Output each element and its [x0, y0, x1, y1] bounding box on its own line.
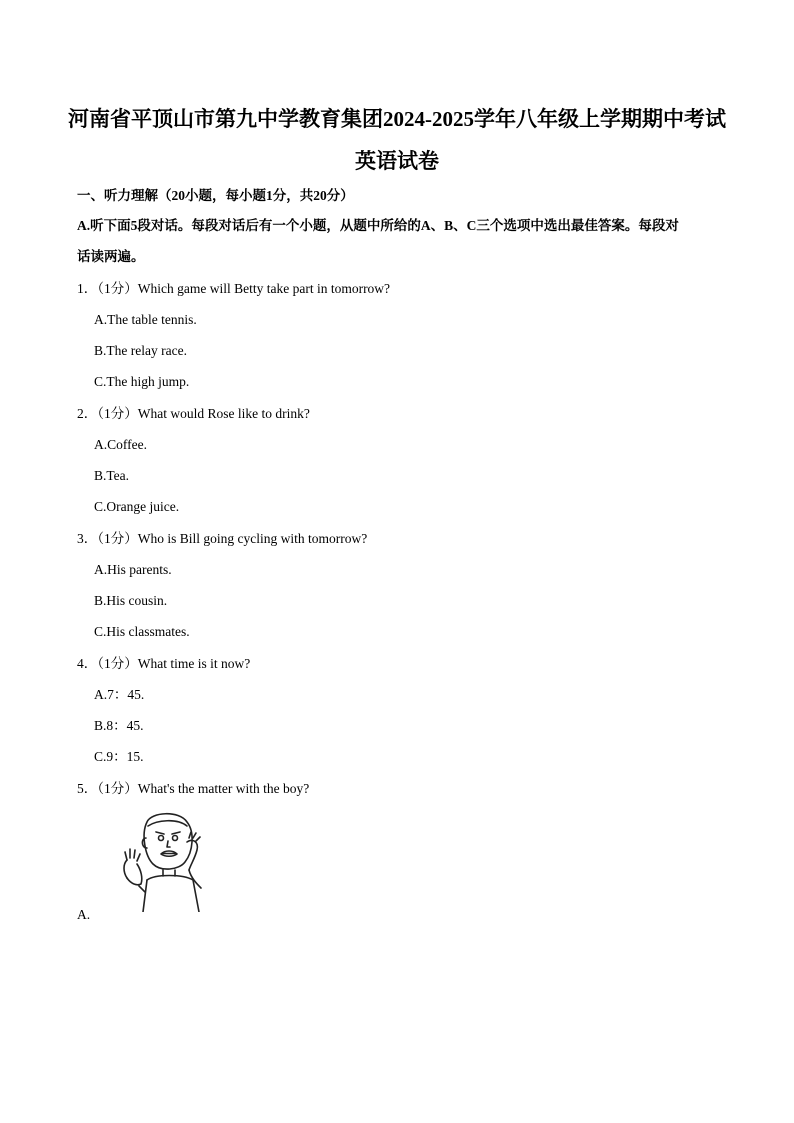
question-3-stem: 3．（1分）Who is Bill going cycling with tomorrow?	[77, 531, 368, 546]
question-4-option-c: C.9：15.	[94, 749, 144, 764]
question-2-stem: 2．（1分）What would Rose like to drink?	[77, 406, 310, 421]
question-1-option-b: B.The relay race.	[94, 343, 187, 358]
question-5-option-a: A.	[77, 907, 91, 922]
question-2-option-c: C.Orange juice.	[94, 499, 180, 514]
boy-toothache-illustration	[117, 808, 211, 912]
question-1-option-c: C.The high jump.	[94, 374, 190, 389]
question-4-stem: 4．（1分）What time is it now?	[77, 656, 251, 671]
question-3-option-a: A.His parents.	[94, 562, 172, 577]
exam-title-line-1: 河南省平顶山市第九中学教育集团2024-2025学年八年级上学期期中考试	[68, 107, 726, 131]
section-instruction-line-1: A.听下面5段对话。每段对话后有一个小题，从题中所给的A、B、C三个选项中选出最佳答案。每段对	[77, 218, 679, 233]
question-1-option-a: A.The table tennis.	[94, 312, 197, 327]
question-2-option-b: B.Tea.	[94, 468, 130, 483]
section-instruction-line-2: 话读两遍。	[77, 249, 145, 264]
exam-title-line-2: 英语试卷	[355, 149, 439, 173]
question-2-option-a: A.Coffee.	[94, 437, 147, 452]
question-1-stem: 1．（1分）Which game will Betty take part in tomorrow?	[77, 281, 391, 296]
question-3-option-c: C.His classmates.	[94, 624, 190, 639]
section-heading: 一、听力理解（20小题，每小题1分，共20分）	[77, 188, 354, 203]
question-4-option-a: A.7：45.	[94, 687, 145, 702]
question-3-option-b: B.His cousin.	[94, 593, 168, 608]
question-5-stem: 5．（1分）What's the matter with the boy?	[77, 781, 310, 796]
question-4-option-b: B.8：45.	[94, 718, 144, 733]
